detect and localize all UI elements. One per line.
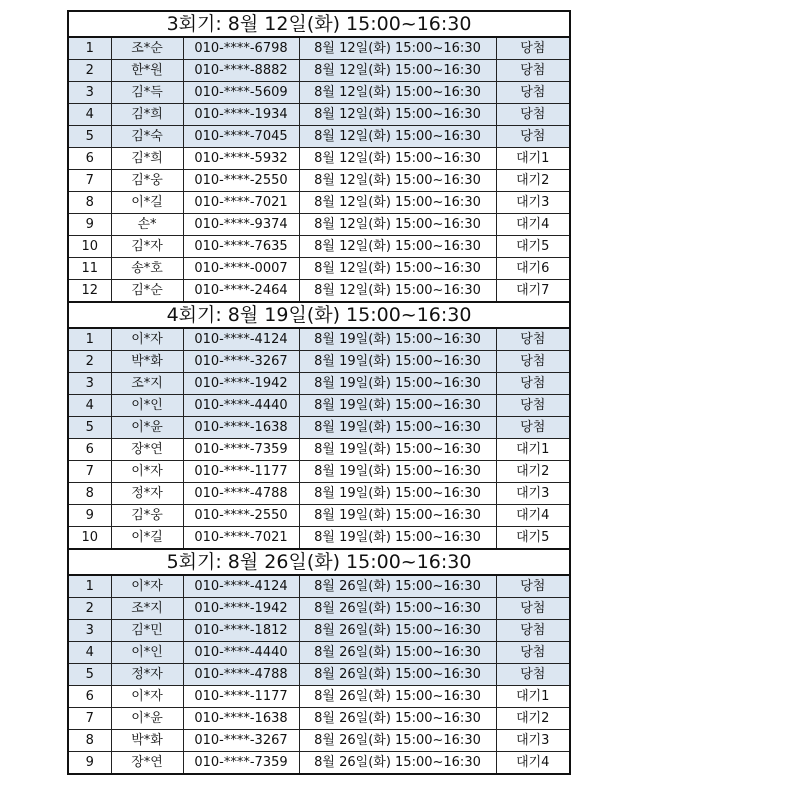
row-number: 5 bbox=[68, 664, 111, 686]
name-cell: 김*희 bbox=[111, 148, 183, 170]
result-cell: 대기4 bbox=[496, 505, 570, 527]
phone-cell: 010-****-5609 bbox=[183, 82, 299, 104]
result-cell: 대기2 bbox=[496, 461, 570, 483]
datetime-cell: 8월 12일(화) 15:00~16:30 bbox=[299, 192, 496, 214]
table-row bbox=[68, 280, 570, 303]
name-cell: 이*자 bbox=[111, 461, 183, 483]
table-body bbox=[68, 11, 570, 774]
name-cell: 이*자 bbox=[111, 686, 183, 708]
result-cell: 당첨 bbox=[496, 351, 570, 373]
phone-cell: 010-****-1942 bbox=[183, 373, 299, 395]
phone-cell: 010-****-1177 bbox=[183, 686, 299, 708]
result-cell: 대기3 bbox=[496, 483, 570, 505]
table-row bbox=[68, 708, 570, 730]
name-cell: 박*화 bbox=[111, 730, 183, 752]
table-row bbox=[68, 598, 570, 620]
name-cell: 이*길 bbox=[111, 527, 183, 550]
result-cell: 당첨 bbox=[496, 642, 570, 664]
name-cell: 이*자 bbox=[111, 328, 183, 351]
row-number: 12 bbox=[68, 280, 111, 303]
table-row bbox=[68, 752, 570, 775]
result-cell: 당첨 bbox=[496, 126, 570, 148]
result-cell: 당첨 bbox=[496, 664, 570, 686]
session-header bbox=[68, 11, 570, 37]
datetime-cell: 8월 12일(화) 15:00~16:30 bbox=[299, 170, 496, 192]
row-number: 11 bbox=[68, 258, 111, 280]
table-row bbox=[68, 642, 570, 664]
result-cell: 당첨 bbox=[496, 598, 570, 620]
phone-cell: 010-****-1638 bbox=[183, 417, 299, 439]
table-row bbox=[68, 82, 570, 104]
name-cell: 장*연 bbox=[111, 752, 183, 775]
row-number: 10 bbox=[68, 236, 111, 258]
row-number: 1 bbox=[68, 575, 111, 598]
row-number: 5 bbox=[68, 417, 111, 439]
result-cell: 대기5 bbox=[496, 236, 570, 258]
table-row bbox=[68, 730, 570, 752]
name-cell: 조*순 bbox=[111, 37, 183, 60]
phone-cell: 010-****-4124 bbox=[183, 575, 299, 598]
row-number: 3 bbox=[68, 620, 111, 642]
datetime-cell: 8월 12일(화) 15:00~16:30 bbox=[299, 37, 496, 60]
name-cell: 이*길 bbox=[111, 192, 183, 214]
row-number: 8 bbox=[68, 730, 111, 752]
session-header bbox=[68, 302, 570, 328]
table-row bbox=[68, 192, 570, 214]
datetime-cell: 8월 19일(화) 15:00~16:30 bbox=[299, 328, 496, 351]
phone-cell: 010-****-1177 bbox=[183, 461, 299, 483]
datetime-cell: 8월 19일(화) 15:00~16:30 bbox=[299, 373, 496, 395]
row-number: 7 bbox=[68, 170, 111, 192]
session-header bbox=[68, 549, 570, 575]
name-cell: 김*순 bbox=[111, 280, 183, 303]
row-number: 1 bbox=[68, 37, 111, 60]
name-cell: 장*연 bbox=[111, 439, 183, 461]
result-cell: 당첨 bbox=[496, 620, 570, 642]
lottery-result-table bbox=[67, 10, 571, 775]
row-number: 6 bbox=[68, 148, 111, 170]
phone-cell: 010-****-1942 bbox=[183, 598, 299, 620]
row-number: 6 bbox=[68, 686, 111, 708]
datetime-cell: 8월 12일(화) 15:00~16:30 bbox=[299, 214, 496, 236]
row-number: 8 bbox=[68, 483, 111, 505]
phone-cell: 010-****-1812 bbox=[183, 620, 299, 642]
datetime-cell: 8월 19일(화) 15:00~16:30 bbox=[299, 461, 496, 483]
datetime-cell: 8월 26일(화) 15:00~16:30 bbox=[299, 708, 496, 730]
name-cell: 정*자 bbox=[111, 483, 183, 505]
result-cell: 대기4 bbox=[496, 752, 570, 775]
name-cell: 박*화 bbox=[111, 351, 183, 373]
name-cell: 김*웅 bbox=[111, 505, 183, 527]
phone-cell: 010-****-4440 bbox=[183, 395, 299, 417]
result-cell: 당첨 bbox=[496, 328, 570, 351]
name-cell: 김*민 bbox=[111, 620, 183, 642]
result-cell: 대기6 bbox=[496, 258, 570, 280]
datetime-cell: 8월 26일(화) 15:00~16:30 bbox=[299, 752, 496, 775]
datetime-cell: 8월 12일(화) 15:00~16:30 bbox=[299, 104, 496, 126]
phone-cell: 010-****-1934 bbox=[183, 104, 299, 126]
row-number: 4 bbox=[68, 642, 111, 664]
name-cell: 이*윤 bbox=[111, 417, 183, 439]
row-number: 2 bbox=[68, 598, 111, 620]
name-cell: 손* bbox=[111, 214, 183, 236]
name-cell: 이*인 bbox=[111, 395, 183, 417]
datetime-cell: 8월 12일(화) 15:00~16:30 bbox=[299, 280, 496, 303]
phone-cell: 010-****-9374 bbox=[183, 214, 299, 236]
row-number: 7 bbox=[68, 708, 111, 730]
table-row bbox=[68, 214, 570, 236]
phone-cell: 010-****-4124 bbox=[183, 328, 299, 351]
result-cell: 대기4 bbox=[496, 214, 570, 236]
result-cell: 대기2 bbox=[496, 170, 570, 192]
result-cell: 당첨 bbox=[496, 82, 570, 104]
table-row bbox=[68, 170, 570, 192]
row-number: 3 bbox=[68, 82, 111, 104]
name-cell: 송*호 bbox=[111, 258, 183, 280]
datetime-cell: 8월 19일(화) 15:00~16:30 bbox=[299, 395, 496, 417]
phone-cell: 010-****-2464 bbox=[183, 280, 299, 303]
session-title: 3회기: 8월 12일(화) 15:00~16:30 bbox=[68, 11, 570, 37]
result-cell: 대기3 bbox=[496, 730, 570, 752]
table-row bbox=[68, 483, 570, 505]
name-cell: 조*지 bbox=[111, 598, 183, 620]
name-cell: 김*자 bbox=[111, 236, 183, 258]
phone-cell: 010-****-2550 bbox=[183, 505, 299, 527]
datetime-cell: 8월 19일(화) 15:00~16:30 bbox=[299, 417, 496, 439]
table-row bbox=[68, 575, 570, 598]
row-number: 2 bbox=[68, 60, 111, 82]
datetime-cell: 8월 19일(화) 15:00~16:30 bbox=[299, 483, 496, 505]
name-cell: 한*원 bbox=[111, 60, 183, 82]
table-row bbox=[68, 395, 570, 417]
session-title: 4회기: 8월 19일(화) 15:00~16:30 bbox=[68, 302, 570, 328]
table-row bbox=[68, 351, 570, 373]
row-number: 9 bbox=[68, 752, 111, 775]
table-row bbox=[68, 461, 570, 483]
phone-cell: 010-****-0007 bbox=[183, 258, 299, 280]
result-cell: 대기1 bbox=[496, 439, 570, 461]
datetime-cell: 8월 19일(화) 15:00~16:30 bbox=[299, 351, 496, 373]
result-cell: 당첨 bbox=[496, 373, 570, 395]
datetime-cell: 8월 26일(화) 15:00~16:30 bbox=[299, 686, 496, 708]
phone-cell: 010-****-4788 bbox=[183, 483, 299, 505]
row-number: 3 bbox=[68, 373, 111, 395]
session-title: 5회기: 8월 26일(화) 15:00~16:30 bbox=[68, 549, 570, 575]
phone-cell: 010-****-7635 bbox=[183, 236, 299, 258]
result-cell: 대기1 bbox=[496, 686, 570, 708]
name-cell: 김*숙 bbox=[111, 126, 183, 148]
datetime-cell: 8월 26일(화) 15:00~16:30 bbox=[299, 575, 496, 598]
phone-cell: 010-****-1638 bbox=[183, 708, 299, 730]
datetime-cell: 8월 26일(화) 15:00~16:30 bbox=[299, 642, 496, 664]
phone-cell: 010-****-8882 bbox=[183, 60, 299, 82]
phone-cell: 010-****-7021 bbox=[183, 192, 299, 214]
datetime-cell: 8월 12일(화) 15:00~16:30 bbox=[299, 258, 496, 280]
row-number: 5 bbox=[68, 126, 111, 148]
datetime-cell: 8월 19일(화) 15:00~16:30 bbox=[299, 439, 496, 461]
phone-cell: 010-****-7021 bbox=[183, 527, 299, 550]
result-cell: 당첨 bbox=[496, 575, 570, 598]
name-cell: 이*인 bbox=[111, 642, 183, 664]
name-cell: 조*지 bbox=[111, 373, 183, 395]
table-row bbox=[68, 664, 570, 686]
table-row bbox=[68, 104, 570, 126]
row-number: 1 bbox=[68, 328, 111, 351]
table-row bbox=[68, 505, 570, 527]
name-cell: 이*자 bbox=[111, 575, 183, 598]
datetime-cell: 8월 19일(화) 15:00~16:30 bbox=[299, 505, 496, 527]
phone-cell: 010-****-5932 bbox=[183, 148, 299, 170]
row-number: 4 bbox=[68, 395, 111, 417]
result-cell: 당첨 bbox=[496, 37, 570, 60]
table-row bbox=[68, 236, 570, 258]
name-cell: 김*득 bbox=[111, 82, 183, 104]
datetime-cell: 8월 12일(화) 15:00~16:30 bbox=[299, 236, 496, 258]
row-number: 7 bbox=[68, 461, 111, 483]
table-row bbox=[68, 328, 570, 351]
phone-cell: 010-****-7045 bbox=[183, 126, 299, 148]
datetime-cell: 8월 12일(화) 15:00~16:30 bbox=[299, 60, 496, 82]
phone-cell: 010-****-7359 bbox=[183, 439, 299, 461]
row-number: 9 bbox=[68, 505, 111, 527]
table-row bbox=[68, 527, 570, 550]
result-cell: 대기1 bbox=[496, 148, 570, 170]
datetime-cell: 8월 26일(화) 15:00~16:30 bbox=[299, 620, 496, 642]
phone-cell: 010-****-6798 bbox=[183, 37, 299, 60]
phone-cell: 010-****-3267 bbox=[183, 730, 299, 752]
table-row bbox=[68, 620, 570, 642]
datetime-cell: 8월 12일(화) 15:00~16:30 bbox=[299, 126, 496, 148]
result-cell: 당첨 bbox=[496, 60, 570, 82]
phone-cell: 010-****-4788 bbox=[183, 664, 299, 686]
table-row bbox=[68, 439, 570, 461]
result-cell: 당첨 bbox=[496, 104, 570, 126]
phone-cell: 010-****-2550 bbox=[183, 170, 299, 192]
table-row bbox=[68, 686, 570, 708]
datetime-cell: 8월 12일(화) 15:00~16:30 bbox=[299, 82, 496, 104]
name-cell: 김*희 bbox=[111, 104, 183, 126]
row-number: 9 bbox=[68, 214, 111, 236]
row-number: 10 bbox=[68, 527, 111, 550]
result-cell: 당첨 bbox=[496, 417, 570, 439]
phone-cell: 010-****-4440 bbox=[183, 642, 299, 664]
result-cell: 당첨 bbox=[496, 395, 570, 417]
datetime-cell: 8월 12일(화) 15:00~16:30 bbox=[299, 148, 496, 170]
row-number: 2 bbox=[68, 351, 111, 373]
row-number: 6 bbox=[68, 439, 111, 461]
phone-cell: 010-****-3267 bbox=[183, 351, 299, 373]
name-cell: 정*자 bbox=[111, 664, 183, 686]
result-cell: 대기2 bbox=[496, 708, 570, 730]
table-row bbox=[68, 148, 570, 170]
result-cell: 대기7 bbox=[496, 280, 570, 303]
name-cell: 이*윤 bbox=[111, 708, 183, 730]
table-row bbox=[68, 126, 570, 148]
name-cell: 김*웅 bbox=[111, 170, 183, 192]
table-row bbox=[68, 417, 570, 439]
table-row bbox=[68, 373, 570, 395]
datetime-cell: 8월 19일(화) 15:00~16:30 bbox=[299, 527, 496, 550]
result-cell: 대기5 bbox=[496, 527, 570, 550]
datetime-cell: 8월 26일(화) 15:00~16:30 bbox=[299, 664, 496, 686]
row-number: 8 bbox=[68, 192, 111, 214]
row-number: 4 bbox=[68, 104, 111, 126]
result-cell: 대기3 bbox=[496, 192, 570, 214]
table-row bbox=[68, 37, 570, 60]
table-row bbox=[68, 60, 570, 82]
datetime-cell: 8월 26일(화) 15:00~16:30 bbox=[299, 598, 496, 620]
phone-cell: 010-****-7359 bbox=[183, 752, 299, 775]
table-row bbox=[68, 258, 570, 280]
datetime-cell: 8월 26일(화) 15:00~16:30 bbox=[299, 730, 496, 752]
